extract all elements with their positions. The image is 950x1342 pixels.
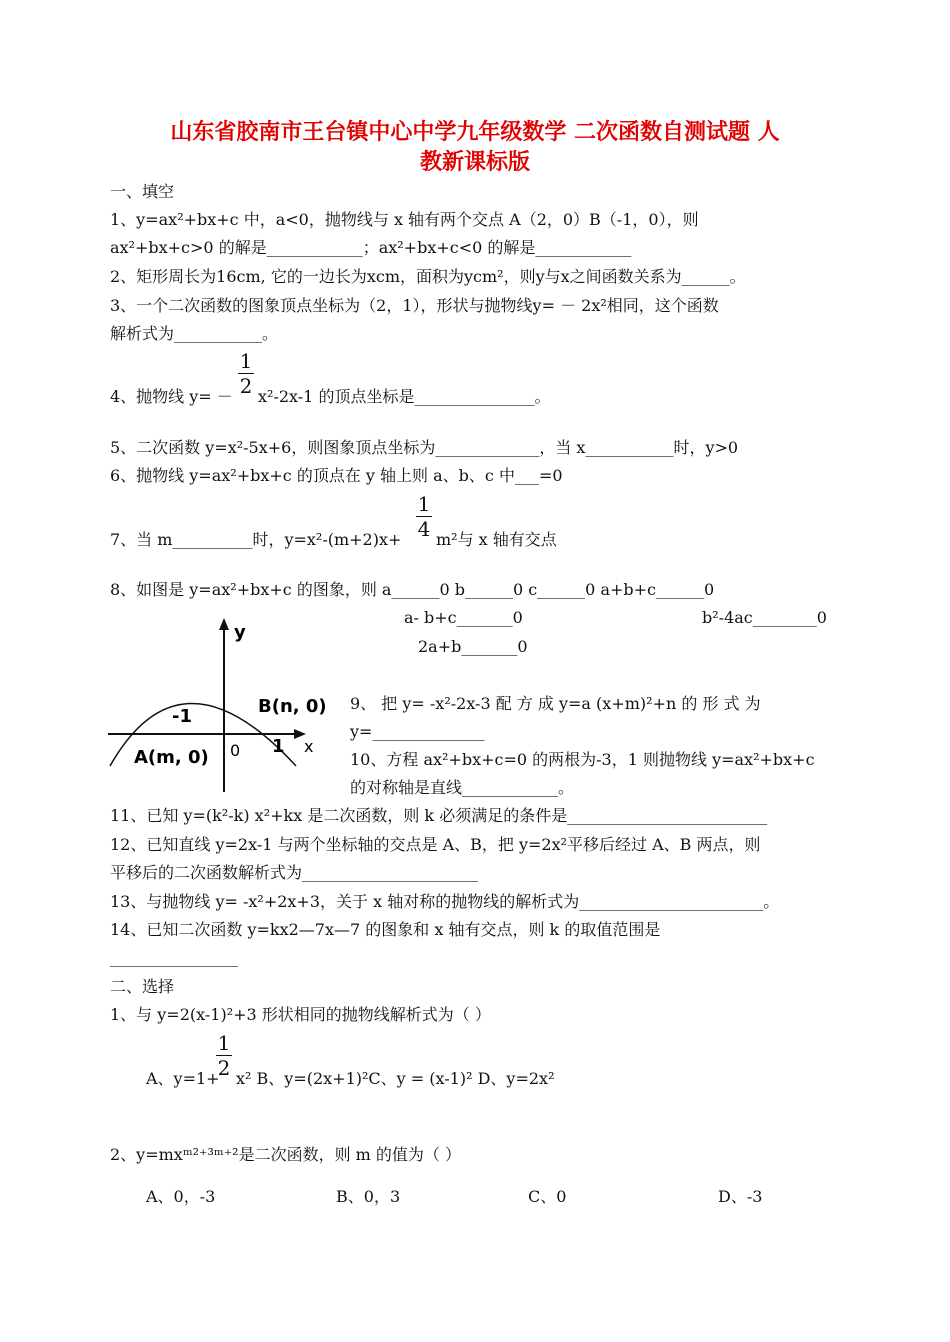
q9-line1: 9、 把 y= -x²-2x-3 配 方 成 y=a (x+m)²+n 的 形 式 为 <box>350 694 761 713</box>
q9-line2: y=______________ <box>350 722 485 741</box>
q13: 13、与抛物线 y= -x²+2x+3，关于 x 轴对称的抛物线的解析式为_______________________。 <box>110 892 780 911</box>
parabola-graph <box>106 616 346 794</box>
q7-den: 4 <box>417 517 431 541</box>
doc-title-line1: 山东省胶南市王台镇中心中学九年级数学 二次函数自测试题 人 <box>170 120 780 145</box>
q3-line1: 3、一个二次函数的图象顶点坐标为（2，1），形状与抛物线y= － 2x²相同，这个函数 <box>110 296 719 315</box>
c1-question: 1、与 y=2(x-1)²+3 形状相同的抛物线解析式为（ ） <box>110 1005 491 1024</box>
label-minus-one: -1 <box>172 706 192 727</box>
q2: 2、矩形周长为16cm, 它的一边长为xcm，面积为ycm²，则y与x之间函数关系为______。 <box>110 267 746 286</box>
q7-prefix: 7、当 m__________时，y=x²-(m+2)x+ <box>110 530 402 549</box>
q1-line2: ax²+bx+c>0 的解是____________；ax²+bx+c<0 的解是____________ <box>110 238 632 257</box>
q5: 5、二次函数 y=x²-5x+6，则图象顶点坐标为_____________，当 x___________时，y>0 <box>110 438 739 457</box>
q8-a-b-c: a- b+c_______0 <box>404 608 523 627</box>
c1-options-prefix: A、y=1+ <box>146 1069 220 1088</box>
q7-fraction <box>416 493 432 540</box>
q11: 11、已知 y=(k²-k) x²+kx 是二次函数，则 k 必须满足的条件是_________________________ <box>110 806 768 825</box>
q14-line1: 14、已知二次函数 y=kx2—7x—7 的图象和 x 轴有交点，则 k 的取值范围是 <box>110 920 661 939</box>
q4-prefix: 4、抛物线 y= － <box>110 387 233 406</box>
c2-option-d[interactable]: D、-3 <box>718 1187 763 1206</box>
q7-suffix: m²与 x 轴有交点 <box>436 530 557 549</box>
q3-line2: 解析式为___________。 <box>110 324 279 343</box>
q4-num: 1 <box>239 349 253 373</box>
q10-line2: 的对称轴是直线____________。 <box>350 778 575 797</box>
c2-option-c[interactable]: C、0 <box>528 1187 567 1206</box>
q4-suffix: x²-2x-1 的顶点坐标是_______________。 <box>258 387 551 406</box>
x-axis-label: x <box>304 737 314 756</box>
point-b-label: B(n, 0) <box>258 696 327 717</box>
origin-label: 0 <box>230 741 241 760</box>
label-one: 1 <box>272 736 285 757</box>
q8-line1: 8、如图是 y=ax²+bx+c 的图象，则 a______0 b______0 c______0 a+b+c______0 <box>110 580 715 599</box>
y-axis-label: y <box>234 622 246 643</box>
q4-fraction <box>238 350 254 397</box>
c1-num: 1 <box>217 1031 231 1055</box>
q8-2a-b: 2a+b_______0 <box>418 637 528 656</box>
q7-num: 1 <box>417 492 431 516</box>
y-axis-arrow <box>219 618 229 630</box>
q14-line2: ________________ <box>110 948 238 967</box>
c2-question: 2、y=mxᵐ²⁺³ᵐ⁺²是二次函数，则 m 的值为（ ） <box>110 1145 462 1164</box>
q8-discriminant: b²-4ac________0 <box>702 608 827 627</box>
q10-line1: 10、方程 ax²+bx+c=0 的两根为-3，1 则抛物线 y=ax²+bx+c <box>350 750 815 769</box>
c2-option-b[interactable]: B、0，3 <box>336 1187 401 1206</box>
q1-line1: 1、y=ax²+bx+c 中，a<0，抛物线与 x 轴有两个交点 A（2，0）B（-1，0），则 <box>110 210 699 229</box>
section-choice: 二、选择 <box>110 977 175 996</box>
q4-den: 2 <box>239 374 253 398</box>
q12-line1: 12、已知直线 y=2x-1 与两个坐标轴的交点是 A、B，把 y=2x²平移后经过 A、B 两点，则 <box>110 835 761 854</box>
q12-line2: 平移后的二次函数解析式为______________________ <box>110 863 479 882</box>
q6: 6、抛物线 y=ax²+bx+c 的顶点在 y 轴上则 a、b、c 中___=0 <box>110 466 563 485</box>
doc-title-line2: 教新课标版 <box>419 150 530 175</box>
section-fill-blank: 一、填空 <box>110 182 175 201</box>
c2-option-a[interactable]: A、0，-3 <box>146 1187 216 1206</box>
point-a-label: A(m, 0) <box>134 747 209 768</box>
c1-options-rest: x² B、y=(2x+1)²C、y = (x-1)² D、y=2x² <box>236 1069 555 1088</box>
c1-den: 2 <box>217 1056 231 1080</box>
